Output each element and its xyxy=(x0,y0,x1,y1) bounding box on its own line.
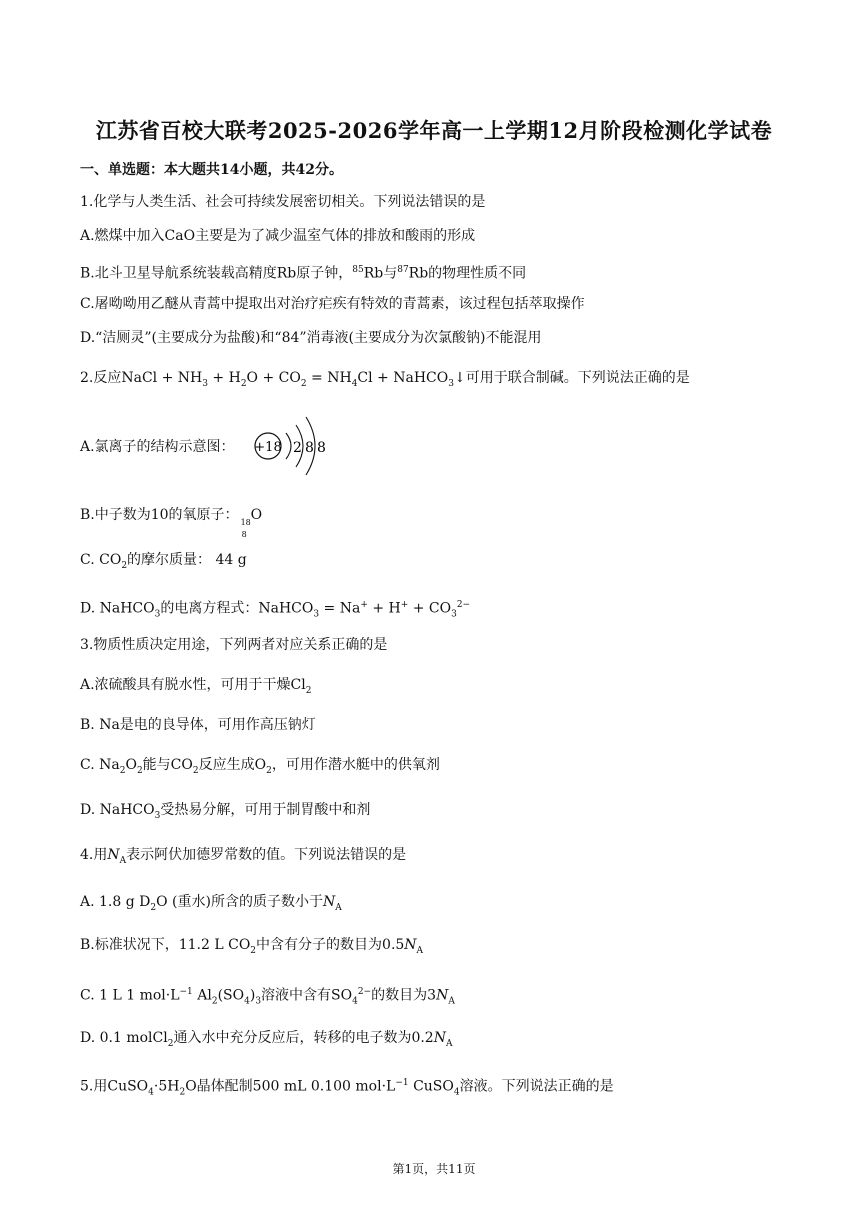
question-5: 5.用$CuSO_4\cdot 5H_2O$晶体配制500 mL 0.100 $mol\cdot L^{-1}$ CuSO$_4$溶液。下列说法正确的是 xyxy=(80,1078,614,1098)
question-2-option-b: B.中子数为10的氧原子： 18 8 O xyxy=(80,507,263,539)
nucleus-label: +18 xyxy=(254,440,282,455)
section-heading: 一、单选题：本大题共14小题，共42分。 xyxy=(80,162,343,178)
question-4-option-a: A. 1.8 g $D_2O$ (重水)所含的质子数小于$N_A$ xyxy=(80,894,342,913)
svg-text:8: 8 xyxy=(305,440,314,456)
question-3-option-c: C. $Na_2O_2$能与$CO_2$反应生成$O_2$，可用作潜水艇中的供氧剂 xyxy=(80,757,440,776)
question-1-option-d: D.“洁厕灵”(主要成分为盐酸)和“84”消毒液(主要成分为次氯酸钠)不能混用 xyxy=(80,330,542,346)
question-2: 2.反应NaCl + $NH_3 + H_2O + CO_2 = NH_4Cl$ + NaHCO$_3$↓可用于联合制碱。下列说法正确的是 xyxy=(80,370,690,389)
question-2-option-a: A.氯离子的结构示意图： xyxy=(80,439,235,455)
svg-text:8: 8 xyxy=(317,440,326,456)
question-2-option-c: C. $CO_2$的摩尔质量： 44 g xyxy=(80,552,247,571)
question-3-option-b: B. Na是电的良导体，可用作高压钠灯 xyxy=(80,717,316,733)
question-1-option-c: C.屠呦呦用乙醚从青蒿中提取出对治疗疟疾有特效的青蒿素，该过程包括萃取操作 xyxy=(80,296,585,312)
question-4: 4.用$N_A$表示阿伏加德罗常数的值。下列说法错误的是 xyxy=(80,847,407,866)
question-1-option-a: A.燃煤中加入CaO主要是为了减少温室气体的排放和酸雨的形成 xyxy=(80,228,476,244)
page-footer: 第1页，共11页 xyxy=(392,1162,476,1176)
question-4-option-b: B.标准状况下，11.2 L $CO_2$中含有分子的数目为$0.5N_A$ xyxy=(80,937,424,956)
question-1: 1.化学与人类生活、社会可持续发展密切相关。下列说法错误的是 xyxy=(80,194,486,210)
question-3-option-d: D. NaHCO$_3$受热易分解，可用于制胃酸中和剂 xyxy=(80,802,371,821)
page-title: 江苏省百校大联考2025-2026学年高一上学期12月阶段检测化学试卷 xyxy=(95,118,773,143)
question-1-option-b: B.北斗卫星导航系统装载高精度Rb原子钟，$^{85}$Rb与$^{87}$Rb的物理性质不同 xyxy=(80,265,527,282)
chloride-ion-structure-diagram xyxy=(252,413,332,479)
question-3: 3.物质性质决定用途，下列两者对应关系正确的是 xyxy=(80,637,388,653)
question-3-option-a: A.浓硫酸具有脱水性，可用于干燥$Cl_2$ xyxy=(80,677,312,696)
question-4-option-d: D. 0.1 molCl$_2$通入水中充分反应后，转移的电子数为$0.2N_A$ xyxy=(80,1030,453,1049)
svg-text:2: 2 xyxy=(293,440,302,456)
question-4-option-c: C. 1 L 1 $mol\cdot L^{-1}$ $Al_2(SO_4)_3$溶液中含有$SO_4^{2-}$的数目为$3N_A$ xyxy=(80,987,455,1007)
question-2-option-d: D. NaHCO$_3$的电离方程式：NaHCO$_3$ = $Na^+ + H^+ + CO_3^{2-}$ xyxy=(80,600,471,620)
